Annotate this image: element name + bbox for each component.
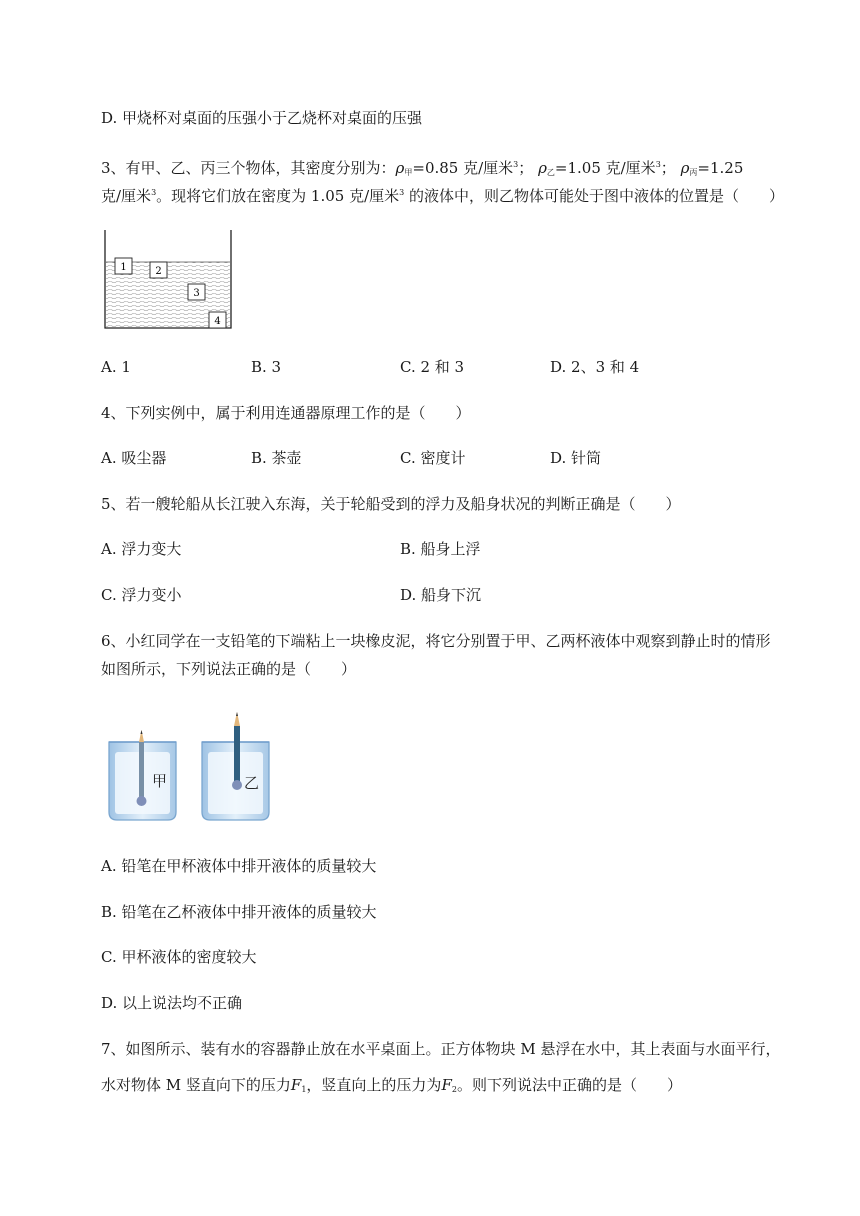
q4-option-d: D. 针筒 bbox=[550, 449, 602, 467]
q3-stem-prefix: 3、有甲、乙、丙三个物体，其密度分别为： bbox=[101, 159, 396, 177]
block-4 bbox=[209, 312, 226, 328]
q3-option-c: C. 2 和 3 bbox=[400, 358, 465, 376]
q3-stem-end: 的液体中，则乙物体可能处于图中液体的位置是（ ） bbox=[404, 187, 785, 205]
q4-stem: 4、下列实例中，属于利用连通器原理工作的是（ ） bbox=[101, 404, 471, 422]
block-label: 2 bbox=[155, 266, 162, 277]
q7-stem-line1: 7、如图所示、装有水的容器静止放在水平桌面上。正方体物块 M 悬浮在水中，其上表面与水面平行， bbox=[101, 1040, 781, 1058]
q6-option-c: C. 甲杯液体的密度较大 bbox=[101, 948, 257, 966]
q3-stem-middle: 。现将它们放在密度为 1.05 克/厘米 bbox=[156, 187, 400, 205]
q6-stem-line1: 6、小红同学在一支铅笔的下端粘上一块橡皮泥，将它分别置于甲、乙两杯液体中观察到静止时的情形 bbox=[101, 632, 771, 650]
density-jia: =0.85 克/厘米 bbox=[412, 159, 514, 177]
rho-subscript-yi: 乙 bbox=[546, 168, 555, 177]
q3-stem-line2 bbox=[101, 183, 784, 206]
block-label: 3 bbox=[193, 288, 200, 299]
q7-stem-line2 bbox=[101, 1075, 682, 1100]
q5-option-d: D. 船身下沉 bbox=[400, 586, 482, 604]
beaker-jia bbox=[109, 730, 176, 820]
rho-subscript-bing: 丙 bbox=[689, 168, 698, 177]
rho-subscript-jia: 甲 bbox=[404, 168, 413, 177]
block-2 bbox=[150, 262, 167, 278]
q7-stem-part-b: ，竖直向上的压力为 bbox=[306, 1076, 442, 1094]
force-symbol: F bbox=[441, 1076, 452, 1094]
force-subscript-1: 1 bbox=[301, 1085, 307, 1094]
block-3 bbox=[188, 284, 205, 300]
q3-stem-line1 bbox=[101, 155, 743, 183]
cube-superscript: 3 bbox=[399, 188, 405, 197]
q7-stem-part-c: 。则下列说法中正确的是（ ） bbox=[456, 1076, 682, 1094]
q2-option-d: D. 甲烧杯对桌面的压强小于乙烧杯对桌面的压强 bbox=[101, 109, 423, 127]
unit-text: 克/厘米 bbox=[101, 187, 152, 205]
separator: ； bbox=[518, 159, 534, 177]
beaker-label-yi: 乙 bbox=[244, 774, 260, 792]
q6-option-b: B. 铅笔在乙杯液体中排开液体的质量较大 bbox=[101, 903, 377, 921]
q3-option-b: B. 3 bbox=[251, 358, 282, 376]
q5-option-a: A. 浮力变大 bbox=[101, 540, 182, 558]
q4-option-b: B. 茶壶 bbox=[251, 449, 302, 467]
force-subscript-2: 2 bbox=[451, 1085, 457, 1094]
block-1 bbox=[115, 258, 132, 274]
cube-superscript: 3 bbox=[513, 160, 519, 169]
block-label: 1 bbox=[120, 262, 127, 273]
q5-option-c: C. 浮力变小 bbox=[101, 586, 182, 604]
q4-option-c: C. 密度计 bbox=[400, 449, 466, 467]
density-yi: =1.05 克/厘米 bbox=[554, 159, 656, 177]
beaker-label-jia: 甲 bbox=[152, 772, 168, 790]
q3-container-figure bbox=[100, 228, 236, 332]
q6-stem-line2: 如图所示，下列说法正确的是（ ） bbox=[101, 660, 357, 678]
rho-symbol: ρ bbox=[680, 159, 690, 177]
force-symbol: F bbox=[290, 1076, 302, 1094]
q4-option-a: A. 吸尘器 bbox=[101, 449, 167, 467]
separator: ； bbox=[660, 159, 676, 177]
rho-symbol: ρ bbox=[538, 159, 547, 177]
block-label: 4 bbox=[214, 316, 221, 327]
q7-stem-part-a: 水对物体 M 竖直向下的压力 bbox=[101, 1076, 291, 1094]
q6-option-d: D. 以上说法均不正确 bbox=[101, 994, 243, 1012]
beaker-yi bbox=[202, 712, 269, 820]
cube-superscript: 3 bbox=[151, 188, 157, 197]
q6-option-a: A. 铅笔在甲杯液体中排开液体的质量较大 bbox=[101, 857, 377, 875]
q6-beakers-figure bbox=[104, 708, 274, 824]
q3-option-d: D. 2、3 和 4 bbox=[550, 358, 640, 376]
q3-option-a: A. 1 bbox=[101, 358, 131, 376]
rho-symbol: ρ bbox=[395, 159, 405, 177]
cube-superscript: 3 bbox=[655, 160, 661, 169]
q5-option-b: B. 船身上浮 bbox=[400, 540, 481, 558]
q5-stem: 5、若一艘轮船从长江驶入东海，关于轮船受到的浮力及船身状况的判断正确是（ ） bbox=[101, 495, 681, 513]
density-bing: =1.25 bbox=[697, 159, 744, 177]
